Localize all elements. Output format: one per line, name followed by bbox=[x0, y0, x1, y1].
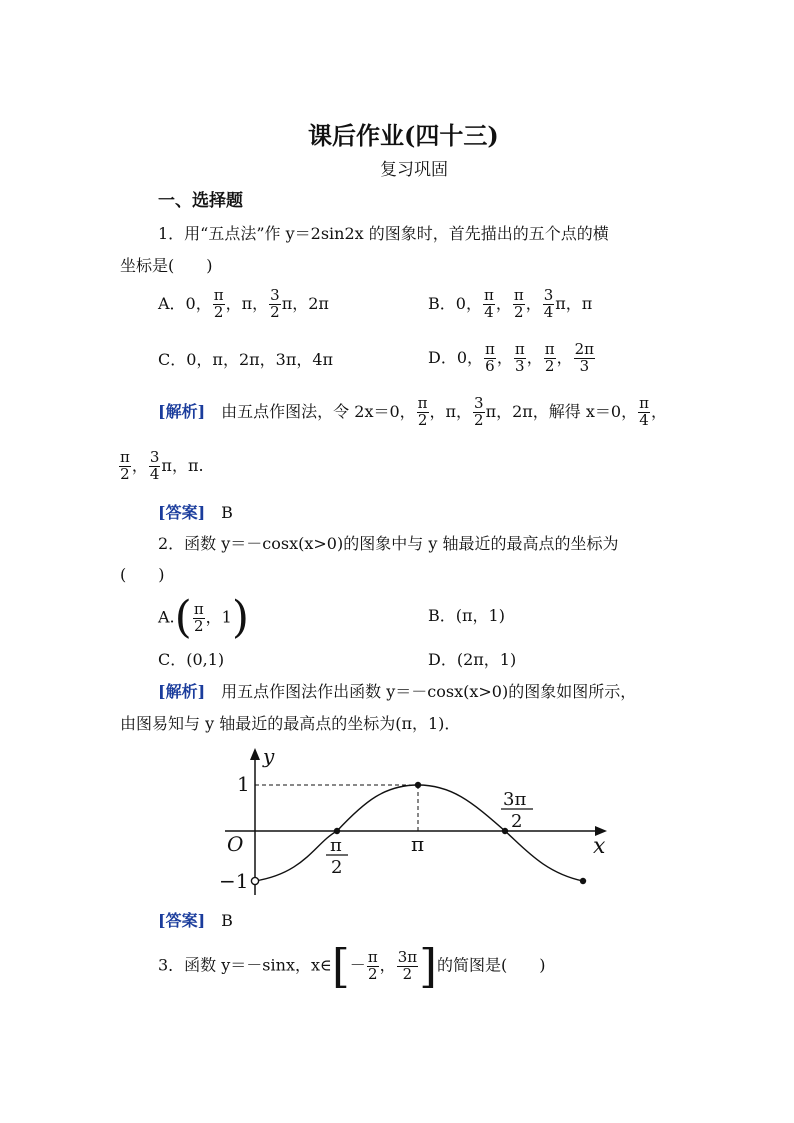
q1-stem-line1: 1．用“五点法”作 y＝2sin2x 的图象时，首先描出的五个点的横 bbox=[158, 224, 609, 243]
pi-half-den: 2 bbox=[331, 857, 343, 878]
fraction: $\frac{\pi}{4}$ bbox=[639, 394, 649, 429]
answer-tag: [答案] bbox=[158, 503, 206, 522]
analysis-tag: [解析] bbox=[158, 401, 206, 421]
page-subtitle: 复习巩固 bbox=[380, 160, 448, 180]
q1-answer: [答案] B bbox=[158, 503, 233, 522]
y-axis-arrow bbox=[250, 748, 260, 760]
q2-stem-line1: 2．函数 y＝－cosx(x>0)的图象中与 y 轴最近的最高点的坐标为 bbox=[158, 534, 619, 553]
pi-half-num: π bbox=[330, 835, 342, 856]
q1-option-a: A．0， $\frac{\pi}{2}$ ，π， $\frac{3}{2}$ π，2π bbox=[158, 286, 329, 321]
point-3pi-half bbox=[502, 828, 508, 834]
q2-option-b: B．(π，1) bbox=[428, 606, 505, 625]
fraction: $\frac{\pi}{2}$ bbox=[213, 286, 224, 321]
fraction: $\frac{\pi}{6}$ bbox=[485, 340, 495, 375]
q3-stem: 3．函数 y＝－sinx，x∈[－ $\frac{\pi}{2}$ ， $\frac{3\pi}{2}$ ]的简图是( ) bbox=[158, 939, 546, 993]
q1-analysis-line2: $\frac{\pi}{2}$ ， $\frac{3}{4}$ π，π. bbox=[120, 448, 204, 483]
fraction: $\frac{\pi}{2}$ bbox=[417, 394, 428, 429]
x-axis-label: x bbox=[593, 834, 606, 859]
fraction: $\frac{2\pi}{3}$ bbox=[574, 340, 595, 375]
fraction: $\frac{3}{4}$ bbox=[543, 286, 554, 321]
q1-option-c: C．0，π，2π，3π，4π bbox=[158, 350, 334, 369]
q2-option-c: C．(0,1) bbox=[158, 650, 225, 669]
fraction: $\frac{\pi}{2}$ bbox=[513, 286, 524, 321]
q1-analysis-line1: [解析] 由五点作图法，令 2x＝0， $\frac{\pi}{2}$ ，π， $\frac{3}{2}$ π，2π，解得 x＝0， $\frac{\pi}{4}$ ， bbox=[158, 394, 667, 429]
q1-option-d: D．0， $\frac{\pi}{6}$ ， $\frac{\pi}{3}$ ， $\frac{\pi}{2}$ ， $\frac{2\pi}{3}$ bbox=[428, 340, 595, 375]
fraction: $\frac{3}{2}$ bbox=[474, 394, 484, 429]
tick-one-label: 1 bbox=[237, 772, 250, 796]
tick-neg-one-label: −1 bbox=[219, 869, 249, 893]
open-point-start bbox=[251, 877, 258, 884]
section-heading: 一、选择题 bbox=[158, 191, 243, 211]
page-title: 课后作业(四十三) bbox=[308, 121, 499, 150]
answer-tag: [答案] bbox=[158, 911, 206, 930]
fraction: $\frac{\pi}{2}$ bbox=[120, 448, 130, 483]
q2-analysis-line2: 由图易知与 y 轴最近的最高点的坐标为(π，1)． bbox=[120, 714, 461, 733]
fraction: $\frac{\pi}{3}$ bbox=[514, 340, 525, 375]
fraction: $\frac{3}{2}$ bbox=[270, 286, 280, 321]
fraction: $\frac{\pi}{4}$ bbox=[483, 286, 494, 321]
point-pi-half bbox=[334, 828, 340, 834]
q2-answer: [答案] B bbox=[158, 911, 233, 930]
fraction: $\frac{3\pi}{2}$ bbox=[397, 947, 418, 983]
q2-stem-line2: ( ) bbox=[120, 565, 165, 584]
fraction: $\frac{\pi}{2}$ bbox=[367, 947, 378, 983]
three-pi-half-den: 2 bbox=[511, 811, 523, 832]
point-end bbox=[580, 878, 586, 884]
pi-label: π bbox=[411, 832, 425, 856]
q2-option-a: A.( $\frac{\pi}{2}$ ，1) bbox=[158, 592, 250, 643]
q1-stem-line2: 坐标是( ) bbox=[120, 256, 213, 275]
fraction: $\frac{\pi}{2}$ bbox=[193, 599, 204, 635]
point-pi bbox=[415, 782, 421, 788]
fraction: $\frac{3}{4}$ bbox=[149, 448, 160, 483]
origin-label: O bbox=[227, 832, 244, 856]
fraction: $\frac{\pi}{2}$ bbox=[544, 340, 555, 375]
three-pi-half-num: 3π bbox=[503, 789, 527, 810]
y-axis-label: y bbox=[263, 745, 275, 768]
q1-option-b: B．0， $\frac{\pi}{4}$ ， $\frac{\pi}{2}$ ， $\frac{3}{4}$ π，π bbox=[428, 286, 593, 321]
cosine-graph bbox=[215, 745, 635, 900]
q2-analysis-line1: [解析] 用五点作图法作出函数 y＝－cosx(x>0)的图象如图所示， bbox=[158, 682, 637, 701]
q2-option-d: D．(2π，1) bbox=[428, 650, 517, 669]
analysis-tag: [解析] bbox=[158, 682, 206, 701]
